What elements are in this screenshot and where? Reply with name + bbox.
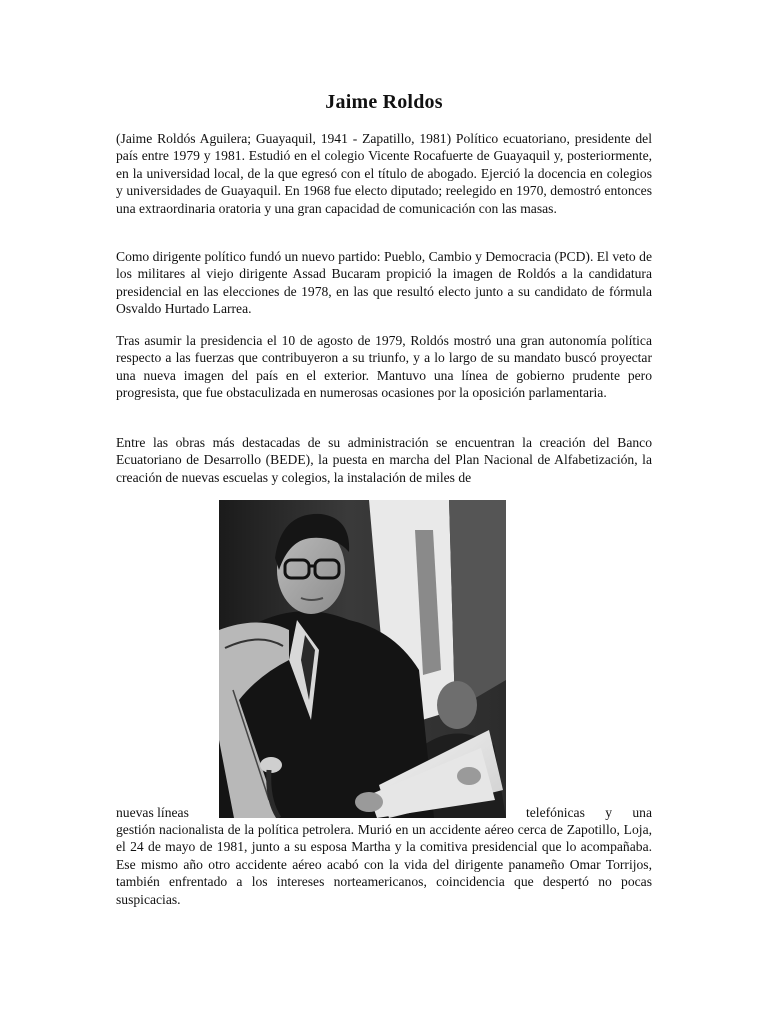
paragraph-political-party: Como dirigente político fundó un nuevo partido: Pueblo, Cambio y Democracia (PCD). El veto de los militares al viejo dirigente Assad Bucaram propició la imagen de Roldós a la candidatura presidencial en las elecciones de 1978, en las que resultó electo junto a su candidato de fórmula Osvaldo Hurtado Larrea. bbox=[116, 249, 652, 317]
paragraph-continuation: gestión nacionalista de la política petrolera. Murió en un accidente aéreo cerca de Zapotillo, Loja, el 24 de mayo de 1981, junto a su esposa Martha y la comitiva presidencial que lo acompañaba. Ese mismo año otro accidente aéreo acabó con la vida del dirigente panameño Omar Torrijos, también enfrentado a los intereses norteamericanos, coincidencia que despertó no pocas suspicacias. bbox=[116, 822, 652, 907]
paragraph-biography-intro: (Jaime Roldós Aguilera; Guayaquil, 1941 - Zapatillo, 1981) Político ecuatoriano, presidente del país entre 1979 y 1981. Estudió en el colegio Vicente Rocafuerte de Guayaquil y, posteriormente, en la universidad local, de la que egresó con el título de abogado. Ejerció la docencia en colegios y universidades de Guayaquil. En 1968 fue electo diputado; reelegido en 1970, demostró entonces una extraordinaria oratoria y una gran capacidad de comunicación con las masas. bbox=[116, 131, 652, 216]
paragraph-presidency: Tras asumir la presidencia el 10 de agosto de 1979, Roldós mostró una gran autonomía política respecto a las fuerzas que contribuyeron a su triunfo, y a lo largo de su mandato buscó proyectar una nueva imagen del país en el exterior. Mantuvo una línea de gobierno prudente pero progresista, que fue obstaculizada en numerosas ocasiones por la oposición parlamentaria. bbox=[116, 333, 652, 401]
paragraph-achievements: Entre las obras más destacadas de su administración se encuentran la creación del Banco Ecuatoriano de Desarrollo (BEDE), la puesta en marcha del Plan Nacional de Alfabetización, la creación de nuevas escuelas y colegios, la instalación de miles de bbox=[116, 435, 652, 485]
wrapped-text-left: nuevas líneas bbox=[116, 805, 189, 820]
portrait-photo bbox=[219, 500, 506, 818]
document-title: Jaime Roldos bbox=[325, 91, 443, 113]
wrapped-text-right: telefónicas y una bbox=[526, 805, 652, 820]
